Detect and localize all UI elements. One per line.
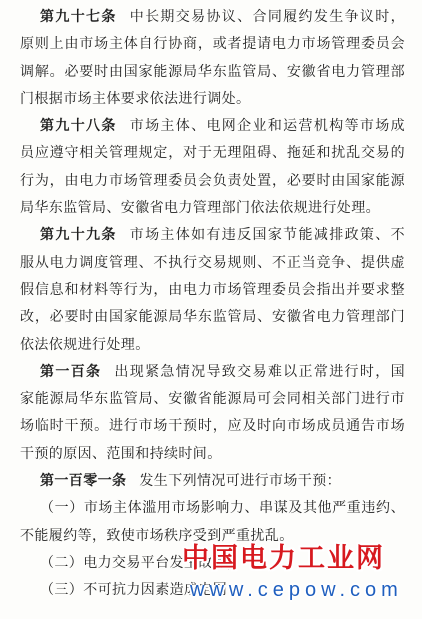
article-heading: 第九十八条 — [40, 118, 117, 135]
article-text: 发生下列情况可进行市场干预： — [139, 473, 342, 490]
article-text: 市场主体、电网企业和运营机构等市场成 — [129, 118, 406, 135]
article-100-first-line — [0, 359, 422, 386]
article-heading: 第九十七条 — [40, 9, 117, 25]
article-heading: 第一百零一条 — [40, 473, 127, 490]
article-text: 出现紧急情况导致交易难以正常进行时，国 — [114, 363, 405, 380]
list-item-1-line: 不能履约等，致使市场秩序受到严重扰乱。 — [20, 527, 294, 544]
article-100-line: 家能源局华东监管局、安徽省能源局可会同相关部门进行市 — [20, 391, 405, 408]
article-100-line: 场临时干预。进行市场干预时，应及时向市场成员通告市场 — [20, 418, 405, 435]
article-98-line: 员应遵守相关管理规定，对于无理阻碍、拖延和扰乱交易的 — [20, 145, 405, 162]
article-99-first-line — [0, 222, 422, 249]
article-text: 中长期交易协议、合同履约发生争议时， — [129, 9, 406, 25]
watermark-title: 中国电力工业网 — [182, 543, 385, 574]
article-97-line: 原则上由市场主体自行协商，或者提请电力市场管理委员会 — [20, 36, 405, 53]
article-98-line: 行为，由电力市场管理委员会负责处置，必要时由国家能源 — [20, 172, 405, 189]
watermark-url: www.cepow.com — [190, 579, 403, 601]
article-98-line: 局华东监管局、安徽省电力管理部门依法依规进行处理。 — [20, 200, 380, 217]
list-item-3-line: （三）不可抗力因素造成电网 — [40, 582, 228, 599]
article-97-first-line — [0, 4, 422, 31]
article-99-line: 假信息和材料等行为，由电力市场管理委员会指出并要求整 — [20, 281, 405, 298]
list-item-2-line: （二）电力交易平台发生故障， — [40, 554, 242, 571]
list-item-1-line: （一）市场主体滥用市场影响力、串谋及其他严重违约、 — [40, 500, 405, 517]
article-heading: 第一百条 — [40, 363, 102, 380]
article-97-line: 调解。必要时由国家能源局华东监管局、安徽省电力管理部 — [20, 63, 405, 80]
article-100-line: 干预的原因、范围和持续时间。 — [20, 445, 222, 462]
article-101-first-line — [0, 468, 422, 495]
article-98-first-line — [0, 113, 422, 140]
article-text: 市场主体如有违反国家节能减排政策、不 — [129, 227, 406, 244]
article-99-line: 改，必要时由国家能源局华东监管局、安徽省电力管理部门 — [20, 309, 405, 326]
article-99-line: 依法依规进行处理。 — [20, 336, 150, 353]
article-heading: 第九十九条 — [40, 227, 117, 244]
article-97-line: 门根据市场主体要求依法进行调处。 — [20, 90, 251, 107]
article-99-line: 服从电力调度管理、不执行交易规则、不正当竞争、提供虚 — [20, 254, 405, 271]
